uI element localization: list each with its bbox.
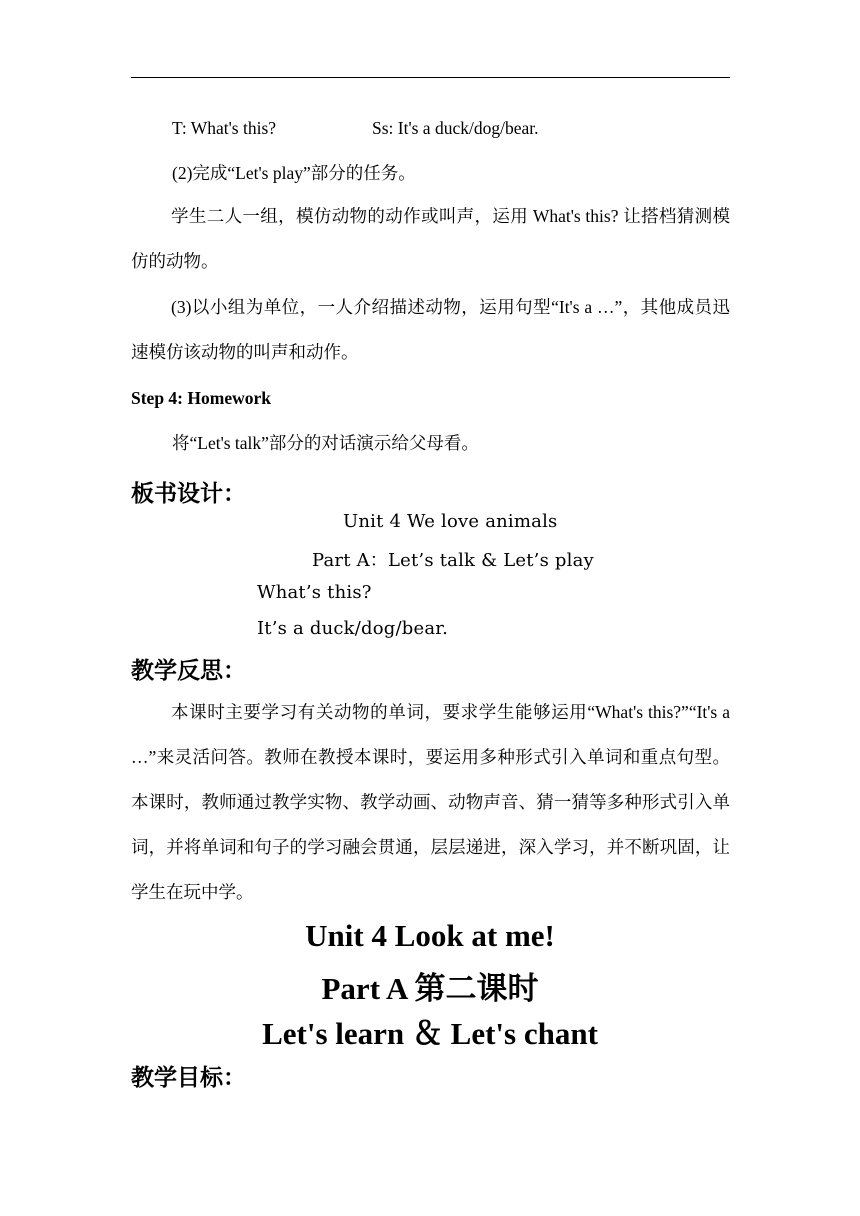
dialogue-teacher: T: What's this?: [172, 118, 277, 138]
step3-item2-body: 学生二人一组，模仿动物的动作或叫声，运用 What's this? 让搭档猜测模仿的动物。: [131, 206, 730, 271]
reflection-heading: 教学反思：: [131, 658, 246, 684]
reflection-body: 本课时主要学习有关动物的单词，要求学生能够运用“What's this?”“It's a …”来灵活问答。教师在教授本课时，要运用多种形式引入单词和重点句型。本课时，教师通过教学实物、教学动画、动物声音、猜一猜等多种形式引入单词，并将单词和句子的学习融会贯通，层层递进，深入学习，并不断巩固，让学生在玩中学。: [131, 702, 730, 902]
dialogue-students: Ss: It's a duck/dog/bear.: [372, 118, 539, 138]
board-line-part: Part A：Let’s talk & Let’s play: [312, 550, 594, 571]
lesson-title-part: Part A 第二课时: [321, 971, 539, 1006]
lesson-title-activities: Let's learn ＆ Let's chant: [262, 1016, 598, 1051]
board-line-unit: Unit 4 We love animals: [343, 511, 558, 532]
step3-item2-title: (2)完成“Let's play”部分的任务。: [172, 163, 416, 183]
step4-body: 将“Let's talk”部分的对话演示给父母看。: [172, 433, 479, 453]
step4-heading: Step 4: Homework: [131, 388, 271, 408]
objectives-heading: 教学目标：: [131, 1065, 246, 1091]
board-design-heading: 板书设计：: [131, 481, 246, 507]
lesson-title-unit: Unit 4 Look at me!: [305, 918, 555, 953]
board-line-answer: It’s a duck/dog/bear.: [257, 618, 449, 639]
header-rule: [131, 77, 730, 78]
board-line-question: What’s this?: [257, 582, 372, 603]
step3-item3: (3)以小组为单位，一人介绍描述动物，运用句型“It's a …”，其他成员迅速模仿该动物的叫声和动作。: [131, 297, 730, 362]
